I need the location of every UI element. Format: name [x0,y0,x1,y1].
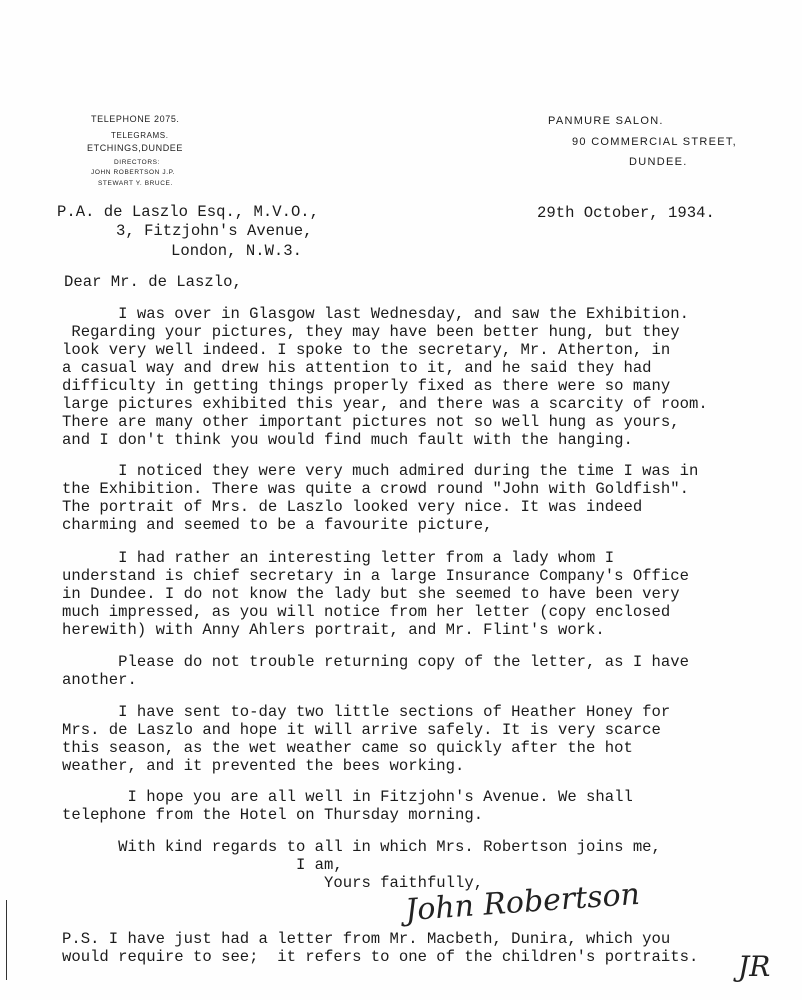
letterhead-street: 90 COMMERCIAL STREET, [572,136,738,148]
body-line: Regarding your pictures, they may have been better hung, but they [62,323,680,341]
salutation: Dear Mr. de Laszlo, [64,273,242,291]
letterhead-telegrams-label: TELEGRAMS. [111,131,169,140]
body-line: I hope you are all well in Fitzjohn's Avenue. We shall [62,788,633,806]
letterhead-directors-label: DIRECTORS: [114,159,160,166]
letterhead-director-2: STEWART Y. BRUCE. [98,180,173,187]
body-line: in Dundee. I do not know the lady but she seemed to have been very [62,585,680,603]
body-line: much impressed, as you will notice from her letter (copy enclosed [62,603,671,621]
body-line: charming and seemed to be a favourite picture, [62,516,493,534]
body-line: There are many other important pictures not so well hung as yours, [62,413,680,431]
body-line: Mrs. de Laszlo and hope it will arrive safely. It is very scarce [62,721,661,739]
letterhead-telegram-address: ETCHINGS,DUNDEE [87,143,184,153]
body-line: large pictures exhibited this year, and there was a scarcity of room. [62,395,708,413]
body-line: understand is chief secretary in a large Insurance Company's Office [62,567,689,585]
body-line: Please do not trouble returning copy of the letter, as I have [62,653,689,671]
body-line: and I don't think you would find much fault with the hanging. [62,431,633,449]
body-line: weather, and it prevented the bees working. [62,757,465,775]
address-line-1: P.A. de Laszlo Esq., M.V.O., [57,203,320,221]
body-line: another. [62,671,137,689]
letterhead-city: DUNDEE. [629,156,688,168]
postscript-line: would require to see; it refers to one of the children's portraits. [62,948,699,966]
body-line: I was over in Glasgow last Wednesday, and saw the Exhibition. [62,305,689,323]
address-line-3: London, N.W.3. [171,242,303,260]
handwritten-initials: JR [738,950,771,983]
closing-line: Yours faithfully, [62,874,484,892]
body-line: I have sent to-day two little sections of Heather Honey for [62,703,671,721]
postscript-line: P.S. I have just had a letter from Mr. Macbeth, Dunira, which you [62,930,671,948]
body-line: look very well indeed. I spoke to the secretary, Mr. Atherton, in [62,341,671,359]
letterhead-telephone: TELEPHONE 2075. [91,114,180,124]
body-line: difficulty in getting things properly fixed as there were so many [62,377,671,395]
body-line: The portrait of Mrs. de Laszlo looked very nice. It was indeed [62,498,643,516]
letterhead-director-1: JOHN ROBERTSON J.P. [91,169,176,176]
scan-edge-line [6,900,7,980]
body-line: this season, as the wet weather came so quickly after the hot [62,739,633,757]
body-line: a casual way and drew his attention to it, and he said they had [62,359,652,377]
closing-line: With kind regards to all in which Mrs. Robertson joins me, [62,838,661,856]
handwritten-signature: John Robertson [404,876,641,929]
closing-line: I am, [62,856,343,874]
body-line: telephone from the Hotel on Thursday morning. [62,806,484,824]
letter-date: 29th October, 1934. [537,204,715,222]
address-line-2: 3, Fitzjohn's Avenue, [116,222,313,240]
body-line: I had rather an interesting letter from a lady whom I [62,549,615,567]
body-line: the Exhibition. There was quite a crowd round "John with Goldfish". [62,480,689,498]
body-line: I noticed they were very much admired during the time I was in [62,462,699,480]
letterhead-salon-name: PANMURE SALON. [548,115,664,127]
body-line: herewith) with Anny Ahlers portrait, and Mr. Flint's work. [62,621,605,639]
